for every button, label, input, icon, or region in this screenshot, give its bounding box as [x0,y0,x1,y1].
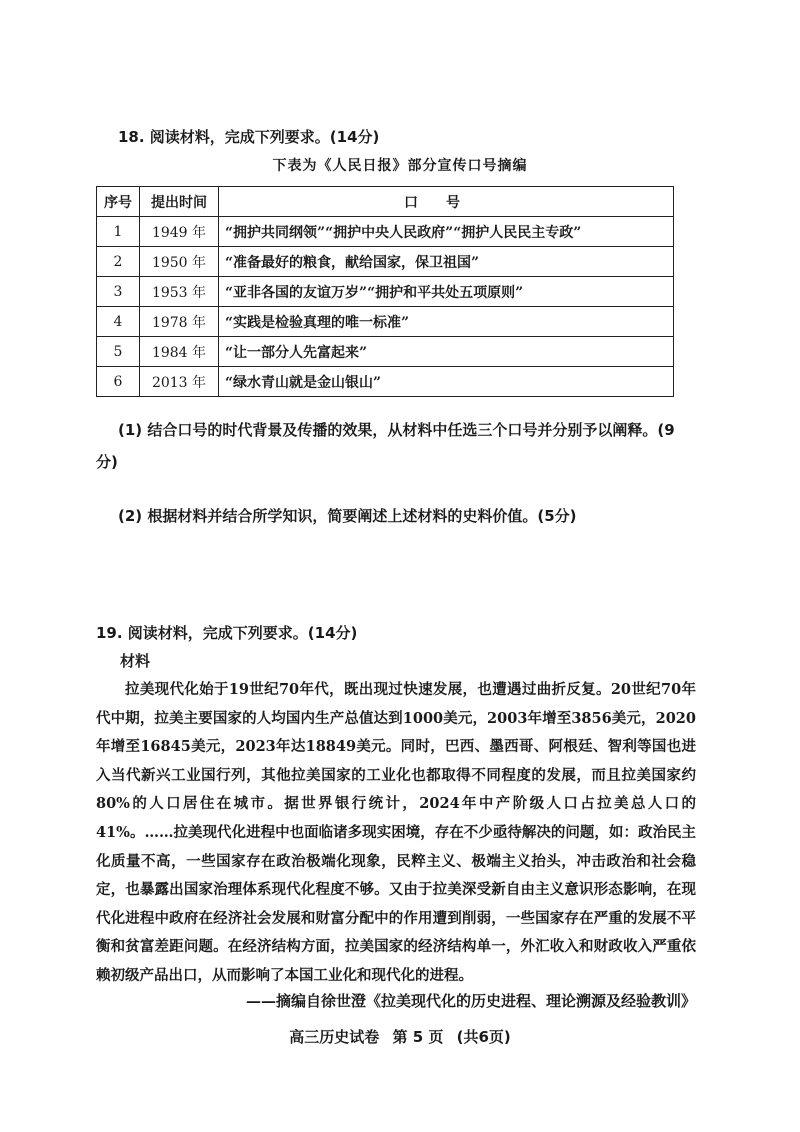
row-year: 1949 年 [140,217,219,247]
page-footer [0,1026,800,1047]
row-no: 3 [97,277,140,307]
row-slogan: “准备最好的粮食，献给国家，保卫祖国” [219,247,674,277]
table-row [97,277,674,307]
material-source: ——摘编自徐世澄《拉美现代化的历史进程、理论溯源及经验教训》 [245,992,696,1010]
table-row [97,217,674,247]
row-no: 6 [97,367,140,397]
row-slogan: “绿水青山就是金山银山” [219,367,674,397]
material-text: 拉美现代化始于19世纪70年代，既出现过快速发展，也遭遇过曲折反复。20世纪70年代中期，拉美主要国家的人均国内生产总值达到1000美元，2003年增至3856美元，2020年增至16845美元，2023年达18849美元。同时，巴西、墨西哥、阿根廷、智利等国也进入当代新兴工业国行列，其他拉美国家的工业化也都取得不同程度的发展，而且拉美国家约80%的人口居住在城市。据世界银行统计，2024年中产阶级人口占拉美总人口的41%。……拉美现代化进程中也面临诸多现实困境，存在不少亟待解决的问题，如：政治民主化质量不高，一些国家存在政治极端化现象，民粹主义、极端主义抬头，冲击政治和社会稳定，也暴露出国家治理体系现代化程度不够。又由于拉美深受新自由主义意识形态影响，在现代化进程中政府在经济社会发展和财富分配中的作用遭到削弱，一些国家存在严重的发展不平衡和贫富差距问题。在经济结构方面，拉美国家的经济结构单一，外汇收入和财政收入严重依赖初级产品出口，从而影响了本国工业化和现代化的进程。 [96,681,696,984]
table-caption: 下表为《人民日报》部分宣传口号摘编 [272,158,528,174]
row-year: 1978 年 [140,307,219,337]
row-year: 1950 年 [140,247,219,277]
material-passage [96,676,696,991]
row-no: 2 [97,247,140,277]
table-row [97,367,674,397]
question-19-title: 19. 阅读材料，完成下列要求。(14分) [96,624,358,642]
row-no: 1 [97,217,140,247]
footer-page-number: 第 5 页 [392,1028,444,1046]
question-18-part-2: (2) 根据材料并结合所学知识，简要阐述上述材料的史料价值。(5分) [118,507,577,525]
row-slogan: “实践是检验真理的唯一标准” [219,307,674,337]
header-year: 提出时间 [140,187,219,217]
row-no: 4 [97,307,140,337]
footer-exam-name: 高三历史试卷 [289,1028,380,1046]
table-row [97,337,674,367]
material-label: 材料 [120,652,151,670]
header-no: 序号 [97,187,140,217]
question-18-part-1: (1) 结合口号的时代背景及传播的效果，从材料中任选三个口号并分别予以阐释。(9分) [96,421,675,471]
table-row [97,247,674,277]
slogan-table [96,186,674,397]
footer-total-pages: (共6页) [456,1028,511,1046]
row-slogan: “亚非各国的友谊万岁”“拥护和平共处五项原则” [219,277,674,307]
question-18-title: 18. 阅读材料，完成下列要求。(14分) [118,128,380,146]
header-slogan: 口号 [219,187,674,217]
row-year: 1984 年 [140,337,219,367]
row-slogan: “让一部分人先富起来” [219,337,674,367]
table-row [97,307,674,337]
row-year: 2013 年 [140,367,219,397]
row-year: 1953 年 [140,277,219,307]
row-no: 5 [97,337,140,367]
row-slogan: “拥护共同纲领”“拥护中央人民政府”“拥护人民民主专政” [219,217,674,247]
table-header-row [97,187,674,217]
